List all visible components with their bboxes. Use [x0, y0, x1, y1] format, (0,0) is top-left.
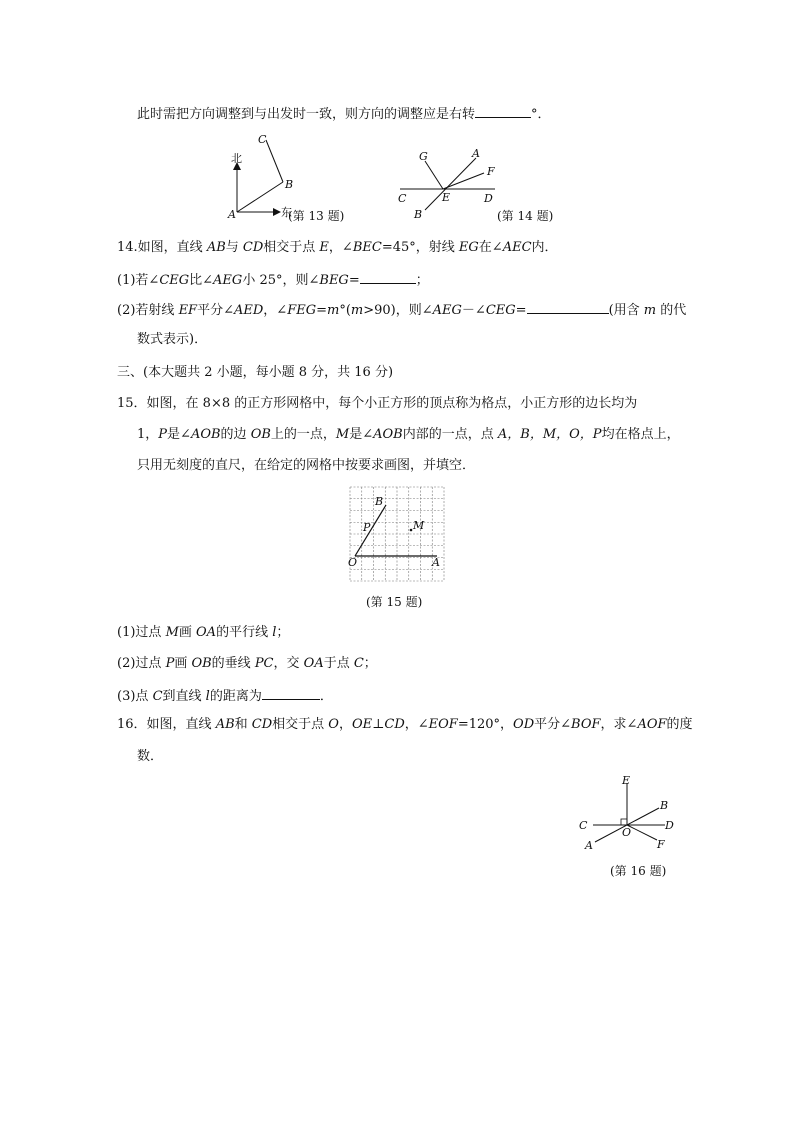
q14-p1-AEG: AEG — [213, 273, 243, 288]
q15-text: 内部的一点，点 — [402, 427, 498, 442]
label-D: D — [484, 192, 493, 205]
q15-p1-l: l — [272, 625, 277, 640]
q14-text: ，∠ — [328, 240, 353, 255]
label-O: O — [348, 556, 358, 569]
q14-AB: AB — [206, 240, 226, 255]
q15-text: 是∠ — [349, 427, 374, 442]
q15-p2-text: 于点 — [323, 656, 354, 671]
q16-text: 相交于点 — [272, 717, 329, 732]
q16-OE: OE — [351, 717, 373, 732]
q15-M: M — [335, 427, 350, 442]
q16-OD: OD — [513, 717, 535, 732]
q14-p2-text: －∠ — [461, 303, 486, 318]
q15-part1 — [117, 624, 289, 642]
ray-OB — [355, 505, 386, 556]
q14-text: 与 — [225, 240, 243, 255]
label-B: B — [285, 178, 294, 191]
q15-text: 1， — [137, 427, 159, 442]
q15-p1-text: (1)过点 — [117, 625, 166, 640]
label-A: A — [228, 208, 236, 221]
q14-p2-CEG: CEG — [485, 303, 516, 318]
q14-p2-text: 的代 — [656, 303, 687, 318]
label-C: C — [258, 133, 267, 146]
label-A: A — [432, 556, 440, 569]
q14-p2-text: 平分∠ — [197, 303, 234, 318]
q14-text: =45°，射线 — [381, 240, 459, 255]
q15-p2-text: ； — [363, 656, 377, 671]
q15-p2-OB: OB — [191, 656, 212, 671]
label-O: O — [622, 826, 632, 839]
q15-p3-l: l — [205, 689, 210, 704]
label-north: 北 — [231, 152, 242, 165]
label-B: B — [660, 799, 669, 812]
segment-AB — [237, 182, 283, 212]
q14-p2-m: m — [327, 303, 340, 318]
q14-p1-BEG: BEG — [319, 273, 349, 288]
q14-EG: EG — [458, 240, 479, 255]
q14-E: E — [319, 240, 329, 255]
label-C: C — [398, 192, 407, 205]
q15-p2-P: P — [165, 656, 175, 671]
q14-p2-text: >90)，则∠ — [363, 303, 433, 318]
q14-p1-text: = — [348, 273, 360, 288]
q15-points: A，B，M，O，P — [497, 427, 602, 442]
q15-p2-OA: OA — [303, 656, 324, 671]
q15-p2-PC: PC — [254, 656, 274, 671]
q16-text: ⊥ — [372, 717, 385, 732]
q16-EOF: EOF — [428, 717, 458, 732]
q14-part2 — [117, 300, 686, 320]
q14-p2-m: m — [643, 303, 657, 318]
q15-p2-text: 的垂线 — [211, 656, 255, 671]
label-P: P — [363, 521, 371, 534]
q15-p1-text: ； — [276, 625, 290, 640]
q13-text-end: °． — [531, 107, 551, 122]
q15-p1-OA: OA — [196, 625, 217, 640]
q15-line2 — [137, 426, 680, 444]
q16-line1 — [117, 716, 693, 734]
q15-OB: OB — [250, 427, 271, 442]
q15-text: 均在格点上， — [601, 427, 680, 442]
q16-text: ，∠ — [404, 717, 429, 732]
q15-p2-text: ，交 — [273, 656, 304, 671]
q16-CD: CD — [384, 717, 405, 732]
figure-16 — [575, 772, 685, 854]
q15-p3-C: C — [152, 689, 163, 704]
q15-p1-text: 的平行线 — [216, 625, 273, 640]
grid-lines — [350, 487, 444, 581]
q15-p3-answer-blank[interactable] — [262, 686, 320, 700]
q14-p2-line2: 数式表示)． — [137, 332, 208, 347]
caption-14: (第 14 题) — [497, 209, 554, 223]
q16-line2: 数． — [137, 749, 164, 764]
q16-text: =120°， — [457, 717, 514, 732]
q15-line1: 15．如图，在 8×8 的正方形网格中，每个小正方形的顶点称为格点，小正方形的边长均为 — [117, 396, 638, 411]
q15-part3 — [117, 686, 333, 706]
label-F: F — [487, 165, 495, 178]
q16-BOF: BOF — [571, 717, 601, 732]
q14-text: 在∠ — [478, 240, 503, 255]
q14-p1-text: ； — [415, 273, 429, 288]
label-G: G — [419, 150, 428, 163]
q14-p2-text: ，∠ — [263, 303, 288, 318]
q15-p3-text: 到直线 — [162, 689, 206, 704]
caption-13: (第 13 题) — [288, 209, 345, 223]
segment-BC — [266, 140, 283, 182]
q16-AB: AB — [215, 717, 235, 732]
q14-p1-answer-blank[interactable] — [360, 270, 416, 284]
q14-p1-text: (1)若∠ — [117, 273, 160, 288]
q15-p3-text: 的距离为 — [209, 689, 262, 704]
caption-15: (第 15 题) — [366, 595, 423, 609]
label-D: D — [665, 819, 674, 832]
q16-AOF: AOF — [637, 717, 667, 732]
q15-AOB: AOB — [190, 427, 221, 442]
q14-text: 内． — [531, 240, 558, 255]
q14-p2-text: (2)若射线 — [117, 303, 179, 318]
ray-EG — [425, 161, 443, 189]
q14-p2-answer-blank[interactable] — [527, 300, 609, 314]
q14-AEC: AEC — [502, 240, 532, 255]
label-A: A — [585, 839, 593, 852]
q15-P: P — [158, 427, 168, 442]
q15-line3: 只用无刻度的直尺，在给定的网格中按要求画图，并填空． — [137, 458, 476, 473]
q16-text: 平分∠ — [534, 717, 572, 732]
q15-p2-text: 画 — [174, 656, 192, 671]
q16-text: ， — [338, 717, 352, 732]
label-E: E — [442, 191, 451, 204]
q14-text: 相交于点 — [263, 240, 320, 255]
figure-15 — [346, 484, 448, 582]
q16-text: ，求∠ — [600, 717, 638, 732]
q16-text: 和 — [234, 717, 252, 732]
q14-p2-EF: EF — [178, 303, 198, 318]
q16-O: O — [328, 717, 339, 732]
q15-p2-C: C — [353, 656, 364, 671]
q13-text: 此时需把方向调整到与出发时一致，则方向的调整应是右转 — [137, 107, 476, 122]
q16-CD: CD — [251, 717, 273, 732]
q14-stem — [117, 239, 558, 257]
label-east: 东 — [281, 206, 292, 219]
q15-p1-M: M — [165, 625, 179, 640]
label-F: F — [657, 838, 665, 851]
q15-AOB: AOB — [373, 427, 403, 442]
q13-tail-line — [137, 104, 551, 124]
label-A: A — [472, 147, 480, 160]
label-B: B — [414, 208, 423, 221]
q14-p1-text: 小 25°，则∠ — [242, 273, 320, 288]
ray-OF — [627, 825, 657, 840]
q15-p3-text: (3)点 — [117, 689, 153, 704]
q15-part2 — [117, 655, 377, 673]
q15-p2-text: (2)过点 — [117, 656, 166, 671]
q16-text: 16．如图，直线 — [117, 717, 216, 732]
q14-part1 — [117, 270, 429, 290]
q13-answer-blank[interactable] — [475, 104, 531, 118]
label-B: B — [375, 495, 384, 508]
q14-p2-text: = — [515, 303, 527, 318]
line-AB — [425, 158, 476, 210]
right-angle-mark — [621, 819, 627, 825]
q14-p1-CEG: CEG — [159, 273, 190, 288]
q15-text: 的边 — [220, 427, 251, 442]
label-M: M — [413, 519, 425, 532]
q14-p2-FEG: FEG — [287, 303, 317, 318]
caption-16: (第 16 题) — [610, 864, 667, 878]
q14-p2-AED: AED — [233, 303, 264, 318]
figure-14 — [395, 144, 505, 224]
q14-BEC: BEC — [352, 240, 382, 255]
label-E: E — [622, 774, 631, 787]
q14-p2-text: = — [316, 303, 328, 318]
q14-CD: CD — [242, 240, 264, 255]
label-C: C — [579, 819, 588, 832]
q15-text: 上的一点， — [270, 427, 336, 442]
point-M — [410, 529, 413, 532]
q16-text: 的度 — [666, 717, 693, 732]
ray-EF — [443, 173, 484, 189]
q15-text: 是∠ — [167, 427, 191, 442]
q14-p2-text: (用含 — [608, 303, 644, 318]
q14-text: 14.如图，直线 — [117, 240, 207, 255]
q14-p2-m: m — [350, 303, 364, 318]
q14-p2-text: °( — [339, 303, 351, 318]
q15-p3-text: ． — [319, 689, 333, 704]
q14-p1-text: 比∠ — [189, 273, 214, 288]
q15-p1-text: 画 — [178, 625, 197, 640]
section-3-heading: 三、(本大题共 2 小题，每小题 8 分，共 16 分) — [117, 365, 394, 380]
q14-p2-AEG: AEG — [432, 303, 462, 318]
